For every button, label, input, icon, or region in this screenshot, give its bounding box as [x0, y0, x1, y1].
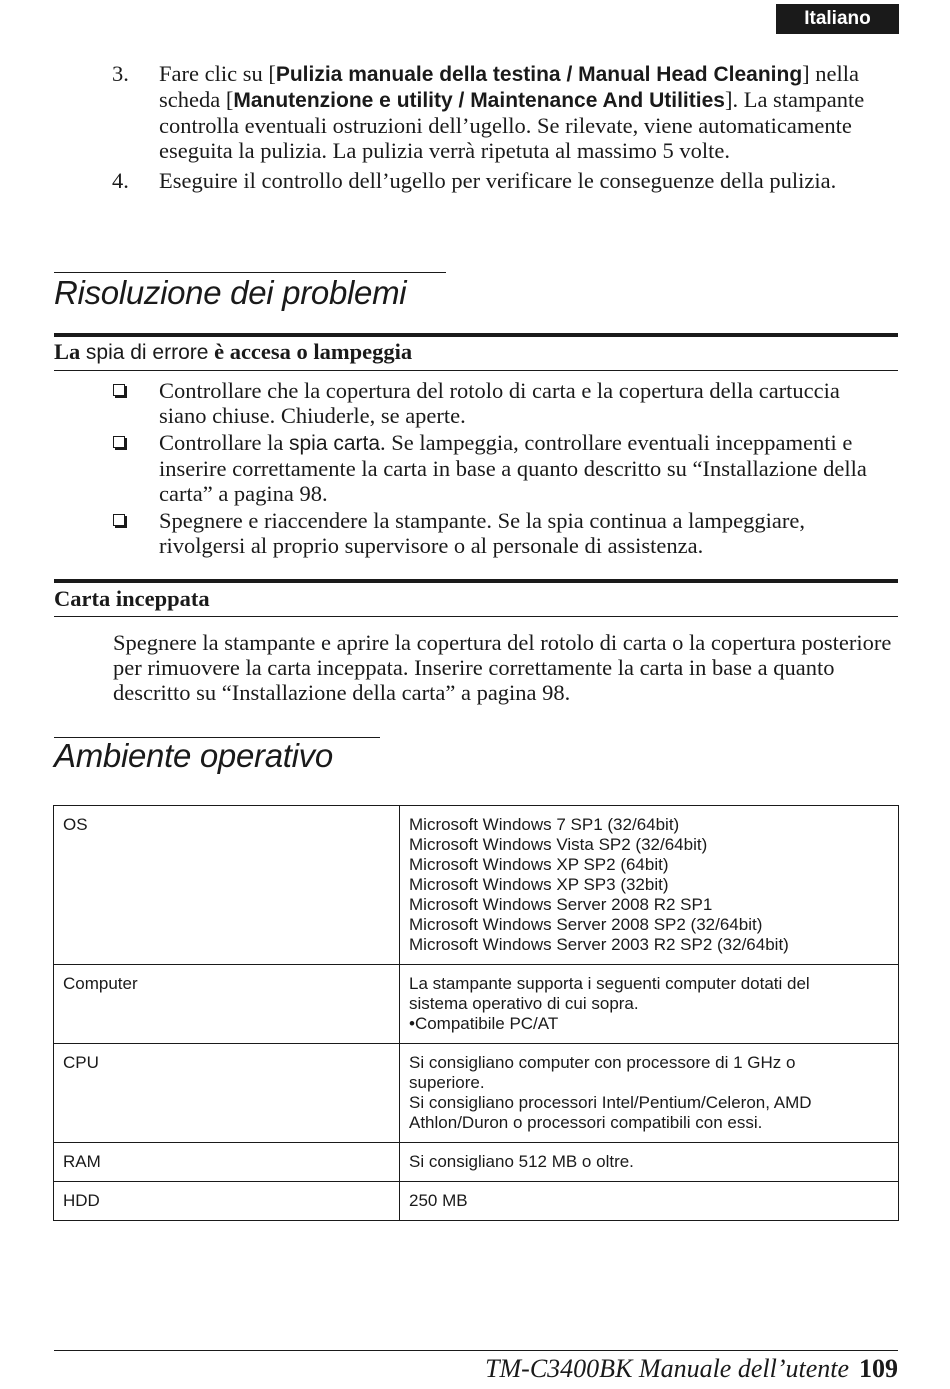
bullet-item: Spegnere e riaccendere la stampante. Se la spia continua a lampeggiare, rivolgersi al proprio supervisore o al personale di assistenza.: [0, 508, 884, 558]
table-row: [54, 1044, 899, 1143]
bullet-item: Controllare che la copertura del rotolo di carta e la copertura della cartuccia siano chiuse. Chiuderle, se aperte.: [0, 378, 884, 428]
error-light-bullets: [0, 378, 950, 560]
table-cell-key: OS: [54, 806, 400, 965]
footer: [485, 1354, 898, 1384]
subsection-title-paper-jam: Carta inceppata: [54, 586, 210, 611]
step-4: [0, 168, 899, 193]
ui-label-maintenance-tab: Manutenzione e utility / Maintenance And Utilities: [233, 89, 725, 112]
table-cell-line: superiore.: [409, 1073, 485, 1092]
table-cell-line: 250 MB: [409, 1191, 468, 1210]
bullet-item: Controllare la spia carta. Se lampeggia, controllare eventuali inceppamenti e inserire correttamente la carta in base a quanto descritto su “Installazione della carta” a pagina 98.: [0, 430, 884, 506]
section-title-environment: Ambiente operativo: [54, 737, 333, 774]
table-cell-line: Microsoft Windows XP SP2 (64bit): [409, 855, 669, 874]
paper-jam-text: Spegnere la stampante e aprire la copertura del rotolo di carta o la copertura posteriore per rimuovere la carta inceppata. Inserire correttamente la carta in base a quanto descritto su “Installazione della carta” a pagina 98.: [113, 630, 892, 705]
environment-table: [53, 805, 899, 1221]
table-cell-line: Microsoft Windows XP SP3 (32bit): [409, 875, 669, 894]
subsection-rule: [54, 579, 898, 583]
table-cell-line: Si consigliano processori Intel/Pentium/Celeron, AMD: [409, 1093, 812, 1112]
table-cell-line: Athlon/Duron o processori compatibili con essi.: [409, 1113, 763, 1132]
checkbox-bullet-icon: [113, 436, 125, 448]
table-cell-value: [400, 965, 899, 1044]
page-number: 109: [859, 1354, 898, 1383]
table-cell-key: RAM: [54, 1143, 400, 1182]
checkbox-bullet-icon: [113, 514, 125, 526]
subsection-title-error-light: La spia di errore è accesa o lampeggia: [54, 339, 413, 364]
table-cell-line: Si consigliano computer con processore di 1 GHz o: [409, 1053, 796, 1072]
table-cell-line: Microsoft Windows Server 2008 SP2 (32/64bit): [409, 915, 763, 934]
table-row: [54, 1182, 899, 1221]
table-cell-value: [400, 1044, 899, 1143]
table-cell-line: Microsoft Windows Server 2003 R2 SP2 (32/64bit): [409, 935, 789, 954]
table-cell-value: [400, 1182, 899, 1221]
table-row: [54, 1143, 899, 1182]
checkbox-bullet-icon: [113, 384, 125, 396]
table-cell-line: La stampante supporta i seguenti computer dotati del: [409, 974, 810, 993]
table-cell-value: [400, 1143, 899, 1182]
subsection-rule: [54, 333, 898, 337]
table-row: [54, 965, 899, 1044]
footer-rule: [54, 1350, 898, 1351]
steps-list: [0, 61, 950, 198]
table-cell-key: Computer: [54, 965, 400, 1044]
step-text: Eseguire il controllo dell’ugello per verificare le conseguenze della pulizia.: [159, 168, 837, 193]
step-text: Fare clic su [: [159, 61, 276, 86]
table-cell-key: CPU: [54, 1044, 400, 1143]
manual-title: TM-C3400BK Manuale dell’utente: [485, 1354, 849, 1383]
table-cell-value: [400, 806, 899, 965]
table-cell-line: Microsoft Windows 7 SP1 (32/64bit): [409, 815, 680, 834]
table-cell-line: •Compatibile PC/AT: [409, 1014, 559, 1033]
table-cell-key: HDD: [54, 1182, 400, 1221]
table-cell-line: sistema operativo di cui sopra.: [409, 994, 639, 1013]
section-title-troubleshooting: Risoluzione dei problemi: [54, 274, 407, 311]
ui-label-manual-head-cleaning: Pulizia manuale della testina / Manual Head Cleaning: [275, 63, 803, 86]
step-number: 3.: [112, 61, 129, 86]
step-text: ] nella scheda [: [159, 61, 859, 112]
table-cell-line: Microsoft Windows Vista SP2 (32/64bit): [409, 835, 708, 854]
table-row: [54, 806, 899, 965]
table-cell-line: Si consigliano 512 MB o oltre.: [409, 1152, 634, 1171]
step-text: ]. La stampante controlla eventuali ostruzioni dell’ugello. Se rilevate, viene automaticamente eseguita la pulizia. La pulizia verrà ripetuta al massimo 5 volte.: [159, 87, 865, 163]
table-cell-line: Microsoft Windows Server 2008 R2 SP1: [409, 895, 713, 914]
step-3: [0, 61, 899, 163]
step-number: 4.: [112, 168, 129, 193]
language-tab: Italiano: [776, 4, 899, 34]
subsection-rule: [54, 616, 898, 617]
subsection-rule: [54, 370, 898, 371]
